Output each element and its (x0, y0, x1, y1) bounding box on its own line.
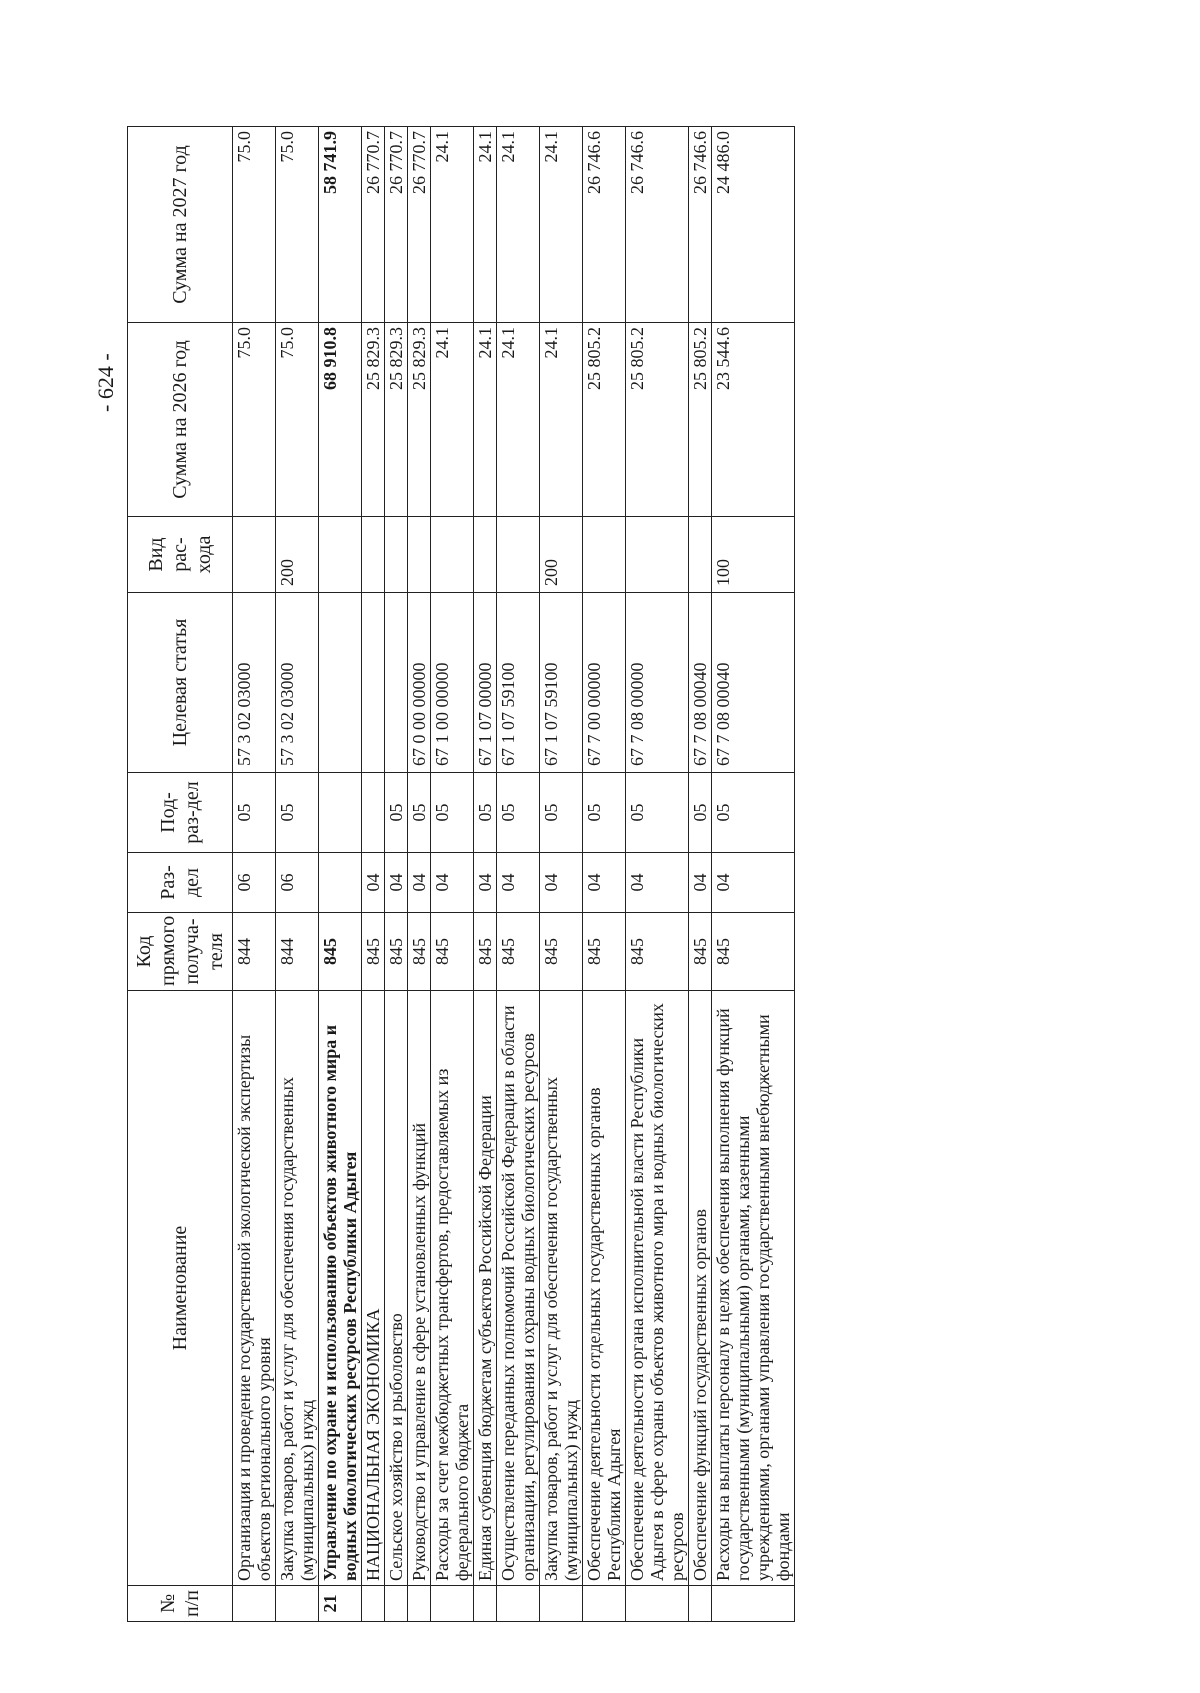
cell-subsection: 05 (276, 773, 319, 853)
cell-no (540, 1586, 583, 1622)
cell-expense-kind (583, 517, 626, 593)
header-target-article: Целевая статья (128, 593, 233, 773)
cell-section: 04 (712, 853, 795, 913)
cell-recipient-code: 845 (626, 913, 689, 991)
cell-target-article: 67 7 08 00040 (689, 593, 712, 773)
header-expense-kind: Вид рас-хода (128, 517, 233, 593)
table-row (583, 127, 626, 1622)
table-row (712, 127, 795, 1622)
cell-recipient-code: 845 (319, 913, 362, 991)
header-no: № п/п (128, 1586, 233, 1622)
cell-expense-kind (626, 517, 689, 593)
cell-sum-2027: 24.1 (474, 127, 497, 323)
cell-target-article: 67 7 08 00040 (712, 593, 795, 773)
budget-table (127, 126, 795, 1622)
cell-sum-2026: 25 829.3 (362, 323, 385, 517)
cell-section: 06 (276, 853, 319, 913)
table-row (626, 127, 689, 1622)
cell-sum-2027: 24.1 (497, 127, 540, 323)
cell-no (385, 1586, 408, 1622)
cell-sum-2026: 24.1 (540, 323, 583, 517)
cell-name: Руководство и управление в сфере установленных функций (408, 991, 431, 1586)
cell-sum-2027: 75.0 (233, 127, 276, 323)
table-body (233, 127, 795, 1622)
cell-sum-2026: 25 805.2 (583, 323, 626, 517)
cell-section: 04 (408, 853, 431, 913)
cell-target-article: 67 0 00 00000 (408, 593, 431, 773)
table-row (319, 127, 362, 1622)
cell-expense-kind (233, 517, 276, 593)
cell-name: Осуществление переданных полномочий Российской Федерации в области организации, регулирования и охраны водных биологических ресурсов (497, 991, 540, 1586)
cell-subsection: 05 (626, 773, 689, 853)
cell-sum-2027: 26 746.6 (689, 127, 712, 323)
cell-subsection: 05 (385, 773, 408, 853)
cell-expense-kind (497, 517, 540, 593)
cell-section: 04 (583, 853, 626, 913)
cell-expense-kind: 100 (712, 517, 795, 593)
table-row (497, 127, 540, 1622)
header-sum-2027: Сумма на 2027 год (128, 127, 233, 323)
cell-target-article (385, 593, 408, 773)
cell-name: Обеспечение деятельности органа исполнительной власти Республики Адыгея в сфере охраны объектов животного мира и водных биологических ресурсов (626, 991, 689, 1586)
cell-sum-2026: 25 805.2 (626, 323, 689, 517)
cell-recipient-code: 845 (385, 913, 408, 991)
cell-sum-2026: 25 829.3 (408, 323, 431, 517)
cell-no (712, 1586, 795, 1622)
cell-name: Организация и проведение государственной экологической экспертизы объектов регионального уровня (233, 991, 276, 1586)
header-subsection: Под-раз-дел (128, 773, 233, 853)
table-row (689, 127, 712, 1622)
header-name: Наименование (128, 991, 233, 1586)
table-row (540, 127, 583, 1622)
table-row (474, 127, 497, 1622)
cell-no (408, 1586, 431, 1622)
cell-subsection: 05 (431, 773, 474, 853)
cell-section: 04 (689, 853, 712, 913)
cell-target-article: 67 7 00 00000 (583, 593, 626, 773)
table-row (431, 127, 474, 1622)
cell-target-article: 67 1 07 59100 (540, 593, 583, 773)
cell-subsection (319, 773, 362, 853)
cell-sum-2026: 24.1 (497, 323, 540, 517)
cell-no (362, 1586, 385, 1622)
cell-section: 04 (497, 853, 540, 913)
cell-expense-kind (319, 517, 362, 593)
cell-expense-kind (408, 517, 431, 593)
cell-section (319, 853, 362, 913)
cell-expense-kind (474, 517, 497, 593)
cell-name: Закупка товаров, работ и услуг для обеспечения государственных (муниципальных) нужд (540, 991, 583, 1586)
cell-name: Сельское хозяйство и рыболовство (385, 991, 408, 1586)
cell-section: 04 (626, 853, 689, 913)
cell-sum-2027: 24.1 (431, 127, 474, 323)
cell-recipient-code: 845 (431, 913, 474, 991)
cell-no (233, 1586, 276, 1622)
cell-subsection: 05 (689, 773, 712, 853)
cell-sum-2027: 26 770.7 (408, 127, 431, 323)
cell-section: 04 (362, 853, 385, 913)
table-row (385, 127, 408, 1622)
table-row (408, 127, 431, 1622)
cell-target-article (319, 593, 362, 773)
cell-sum-2026: 25 829.3 (385, 323, 408, 517)
cell-sum-2026: 68 910.8 (319, 323, 362, 517)
header-sum-2026: Сумма на 2026 год (128, 323, 233, 517)
cell-no (431, 1586, 474, 1622)
cell-subsection: 05 (474, 773, 497, 853)
page-number: - 624 - (93, 353, 118, 412)
cell-section: 04 (431, 853, 474, 913)
cell-subsection: 05 (583, 773, 626, 853)
cell-sum-2026: 23 544.6 (712, 323, 795, 517)
table-row (233, 127, 276, 1622)
cell-no (689, 1586, 712, 1622)
cell-section: 04 (540, 853, 583, 913)
cell-recipient-code: 844 (276, 913, 319, 991)
cell-sum-2026: 24.1 (431, 323, 474, 517)
cell-subsection: 05 (233, 773, 276, 853)
cell-recipient-code: 845 (497, 913, 540, 991)
cell-name: Обеспечение деятельности отдельных государственных органов Республики Адыгея (583, 991, 626, 1586)
cell-no (497, 1586, 540, 1622)
cell-target-article (362, 593, 385, 773)
cell-recipient-code: 845 (408, 913, 431, 991)
cell-target-article: 67 7 08 00000 (626, 593, 689, 773)
cell-sum-2027: 26 770.7 (385, 127, 408, 323)
cell-section: 06 (233, 853, 276, 913)
table-row (276, 127, 319, 1622)
cell-sum-2027: 24 486.0 (712, 127, 795, 323)
cell-target-article: 67 1 07 00000 (474, 593, 497, 773)
cell-subsection (362, 773, 385, 853)
cell-sum-2026: 75.0 (276, 323, 319, 517)
cell-sum-2027: 24.1 (540, 127, 583, 323)
cell-subsection: 05 (408, 773, 431, 853)
cell-sum-2027: 58 741.9 (319, 127, 362, 323)
cell-sum-2026: 75.0 (233, 323, 276, 517)
cell-name: Обеспечение функций государственных органов (689, 991, 712, 1586)
cell-sum-2027: 26 746.6 (626, 127, 689, 323)
cell-sum-2027: 26 746.6 (583, 127, 626, 323)
cell-subsection: 05 (712, 773, 795, 853)
cell-sum-2027: 26 770.7 (362, 127, 385, 323)
cell-no (474, 1586, 497, 1622)
cell-expense-kind: 200 (276, 517, 319, 593)
cell-name: Единая субвенция бюджетам субъектов Российской Федерации (474, 991, 497, 1586)
cell-sum-2027: 75.0 (276, 127, 319, 323)
cell-subsection: 05 (497, 773, 540, 853)
cell-target-article: 57 3 02 03000 (276, 593, 319, 773)
cell-recipient-code: 845 (362, 913, 385, 991)
cell-target-article: 67 1 07 59100 (497, 593, 540, 773)
cell-recipient-code: 844 (233, 913, 276, 991)
cell-section: 04 (385, 853, 408, 913)
cell-subsection: 05 (540, 773, 583, 853)
cell-recipient-code: 845 (540, 913, 583, 991)
cell-name: Расходы на выплаты персоналу в целях обеспечения выполнения функций государственными (муниципальными) органами, казенными учреждениями, органами управления государственными внебюджетными фондами (712, 991, 795, 1586)
cell-target-article: 57 3 02 03000 (233, 593, 276, 773)
cell-name: НАЦИОНАЛЬНАЯ ЭКОНОМИКА (362, 991, 385, 1586)
cell-expense-kind (362, 517, 385, 593)
cell-section: 04 (474, 853, 497, 913)
cell-name: Расходы за счет межбюджетных трансфертов, предоставляемых из федерального бюджета (431, 991, 474, 1586)
cell-recipient-code: 845 (583, 913, 626, 991)
rotated-page-content (93, 127, 1065, 1622)
cell-expense-kind (431, 517, 474, 593)
cell-no (583, 1586, 626, 1622)
cell-no (276, 1586, 319, 1622)
table-row (362, 127, 385, 1622)
cell-expense-kind: 200 (540, 517, 583, 593)
header-recipient-code: Код прямого получа-теля (128, 913, 233, 991)
cell-recipient-code: 845 (712, 913, 795, 991)
table-header-row (128, 127, 233, 1622)
cell-recipient-code: 845 (689, 913, 712, 991)
cell-expense-kind (689, 517, 712, 593)
cell-name: Управление по охране и использованию объектов животного мира и водных биологических ресурсов Республики Адыгея (319, 991, 362, 1586)
cell-target-article: 67 1 00 00000 (431, 593, 474, 773)
cell-sum-2026: 25 805.2 (689, 323, 712, 517)
cell-expense-kind (385, 517, 408, 593)
cell-sum-2026: 24.1 (474, 323, 497, 517)
cell-name: Закупка товаров, работ и услуг для обеспечения государственных (муниципальных) нужд (276, 991, 319, 1586)
cell-recipient-code: 845 (474, 913, 497, 991)
cell-no: 21 (319, 1586, 362, 1622)
cell-no (626, 1586, 689, 1622)
header-section: Раз-дел (128, 853, 233, 913)
